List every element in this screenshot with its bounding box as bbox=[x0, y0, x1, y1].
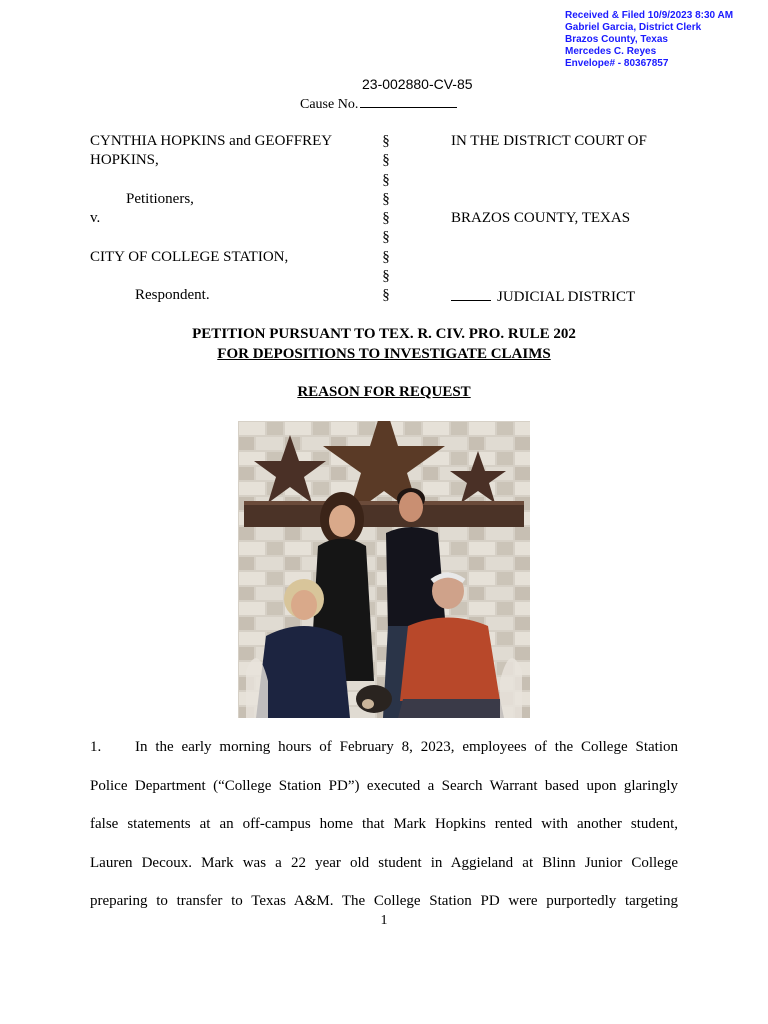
county-label: BRAZOS COUNTY, TEXAS bbox=[451, 210, 631, 226]
court-label: IN THE DISTRICT COURT OF bbox=[451, 133, 647, 149]
section-symbol: § bbox=[382, 152, 390, 168]
section-heading bbox=[0, 384, 768, 401]
judicial-district-line bbox=[451, 287, 635, 306]
paragraph-line bbox=[90, 728, 678, 767]
paragraph-number: 1. bbox=[90, 739, 102, 755]
section-symbol: § bbox=[382, 210, 390, 226]
respondent-name: CITY OF COLLEGE STATION, bbox=[90, 249, 289, 265]
stamp-line: Brazos County, Texas bbox=[565, 34, 668, 45]
cause-blank bbox=[360, 95, 457, 108]
petitioner-names-line2: HOPKINS, bbox=[90, 152, 159, 168]
paragraph-line: false statements at an off-campus home that Mark Hopkins rented with another student, bbox=[90, 816, 678, 832]
petitioner-names-line1: CYNTHIA HOPKINS and GEOFFREY bbox=[90, 133, 333, 149]
section-symbol: § bbox=[382, 191, 390, 207]
versus-label: v. bbox=[90, 210, 101, 226]
petition-subtitle bbox=[0, 346, 768, 363]
respondent-label: Respondent. bbox=[135, 287, 210, 303]
cause-label-line bbox=[300, 95, 457, 113]
page-number: 1 bbox=[380, 913, 388, 928]
section-symbol: § bbox=[382, 268, 390, 284]
paragraph-line: Police Department (“College Station PD”) executed a Search Warrant based upon glaringly bbox=[90, 777, 678, 794]
stamp-line: Gabriel Garcia, District Clerk bbox=[565, 22, 702, 33]
petition-title: PETITION PURSUANT TO TEX. R. CIV. PRO. RULE 202 bbox=[192, 326, 576, 342]
stamp-line: Envelope# - 80367857 bbox=[565, 58, 669, 69]
paragraph-line: preparing to transfer to Texas A&M. The College Station PD were purportedly targeting bbox=[90, 893, 678, 909]
paragraph-text: In the early morning hours of February 8, 2023, employees of the College Station bbox=[135, 739, 678, 755]
section-symbol: § bbox=[382, 229, 390, 245]
paragraph-1 bbox=[90, 728, 678, 921]
section-symbol: § bbox=[382, 172, 390, 188]
petition-subtitle-text: FOR DEPOSITIONS TO INVESTIGATE CLAIMS bbox=[217, 346, 551, 362]
section-symbol: § bbox=[382, 249, 390, 265]
filing-stamp bbox=[565, 10, 733, 70]
section-symbol: § bbox=[382, 133, 390, 149]
cause-label: Cause No. bbox=[300, 97, 359, 112]
stamp-line: Received & Filed 10/9/2023 8:30 AM bbox=[565, 10, 734, 21]
family-photo bbox=[238, 421, 530, 718]
reason-heading: REASON FOR REQUEST bbox=[297, 384, 471, 400]
cause-number: 23-002880-CV-85 bbox=[362, 76, 473, 92]
petitioners-label: Petitioners, bbox=[126, 191, 194, 207]
district-blank bbox=[451, 287, 491, 301]
stamp-line: Mercedes C. Reyes bbox=[565, 46, 657, 57]
judicial-district-label: JUDICIAL DISTRICT bbox=[497, 289, 636, 305]
section-symbol: § bbox=[382, 287, 390, 303]
paragraph-line: Lauren Decoux. Mark was a 22 year old student in Aggieland at Blinn Junior College bbox=[90, 854, 678, 871]
